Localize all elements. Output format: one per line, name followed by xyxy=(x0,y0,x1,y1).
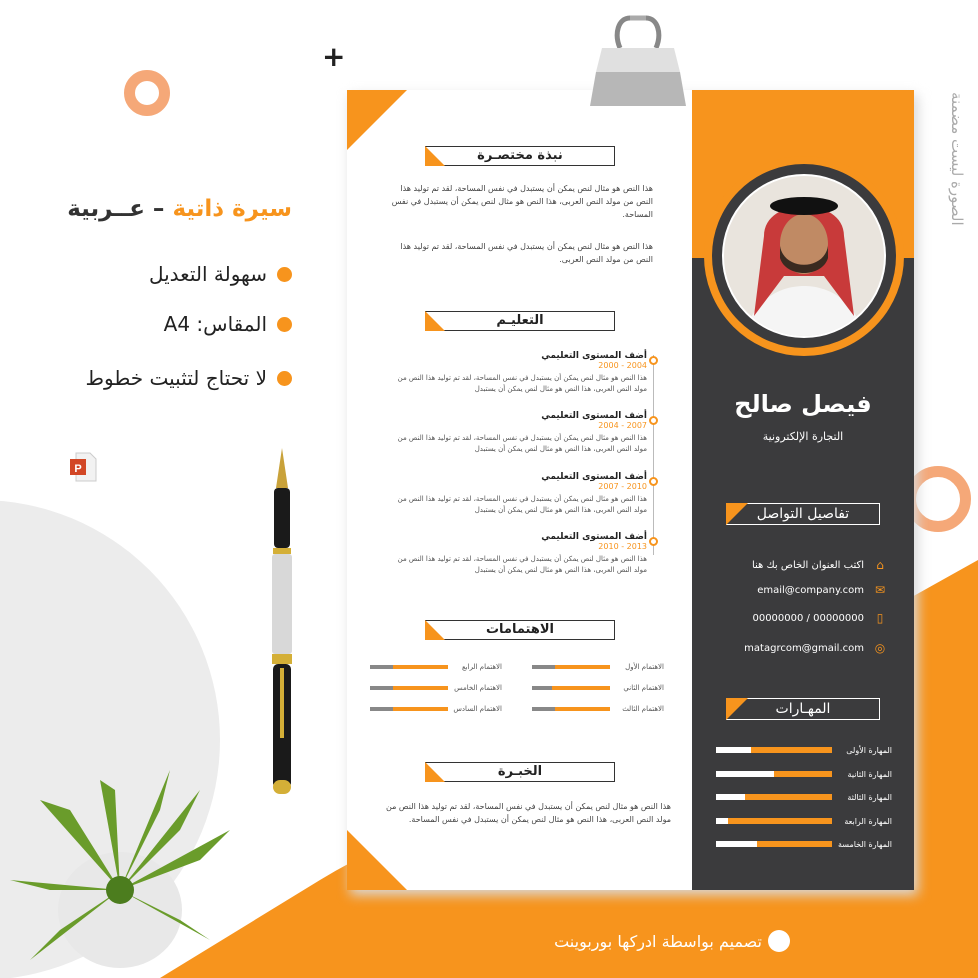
side-note: الصورة ليست مضمنة xyxy=(948,92,966,226)
timeline-line xyxy=(653,355,654,555)
feature-item: المقاس: A4 xyxy=(164,312,292,336)
experience-paragraph: هذا النص هو مثال لنص يمكن أن يستبدل في نفس المساحة، لقد تم توليد هذا النص من مولد النص العربى، هذا النص هو مثال لنص يمكن أن يستبدل في نفس المساحة. xyxy=(386,802,671,824)
skill-bar xyxy=(716,841,832,847)
person-name: فيصل صالح xyxy=(734,390,872,418)
decor-ring-top xyxy=(124,70,170,116)
profile-photo xyxy=(722,174,886,338)
about-paragraph: هذا النص هو مثال لنص يمكن أن يستبدل في نفس المساحة، لقد تم توليد هذا النص من مولد النص العربى. xyxy=(400,242,653,264)
interest-row: الاهتمام الثاني xyxy=(532,682,664,694)
bullet-dot xyxy=(277,267,292,282)
education-item: أضف المستوى التعليمي 2007 - 2004 هذا النص هو مثال لنص يمكن أن يستبدل في نفس المساحة، لقد تم توليد هذا النص من مولد النص العربى، هذا النص هو مثال لنص يمكن أن يستبدل xyxy=(397,411,647,453)
photo-ring xyxy=(704,156,904,356)
education-heading: التعليـم xyxy=(425,311,615,331)
interest-bar xyxy=(370,686,448,690)
contact-phone: 00000000 / 00000000 ▯ xyxy=(712,608,888,628)
corner-accent-bottom xyxy=(347,830,407,890)
interest-row: الاهتمام السادس xyxy=(370,703,502,715)
mail-icon: ✉ xyxy=(874,583,886,597)
skill-row: المهارة الأولى xyxy=(716,742,892,758)
interest-bar xyxy=(532,665,610,669)
interest-row: الاهتمام الثالث xyxy=(532,703,664,715)
interest-bar xyxy=(532,686,610,690)
skill-bar xyxy=(716,747,832,753)
skill-bar xyxy=(716,818,832,824)
job-title: التجارة الإلكترونية xyxy=(762,430,844,443)
education-item: أضف المستوى التعليمي 2010 - 2007 هذا النص هو مثال لنص يمكن أن يستبدل في نفس المساحة، لقد تم توليد هذا النص من مولد النص العربى، هذا النص هو مثال لنص يمكن أن يستبدل xyxy=(397,472,647,514)
skill-row: المهارة الثانية xyxy=(716,766,892,782)
contact-address: اكتب العنوان الخاص بك هنا ⌂ xyxy=(712,555,888,575)
plus-icon: + xyxy=(322,40,346,73)
skill-row: المهارة الثالثة xyxy=(716,789,892,805)
timeline-dot xyxy=(649,477,658,486)
timeline-dot xyxy=(649,537,658,546)
timeline-dot xyxy=(649,356,658,365)
skill-row: المهارة الخامسة xyxy=(716,836,892,852)
promo-title xyxy=(0,196,292,222)
experience-heading: الخبـرة xyxy=(425,762,615,782)
promo-title-block xyxy=(0,196,292,222)
corner-accent-top xyxy=(347,90,407,150)
home-icon: ⌂ xyxy=(876,558,884,572)
education-item: أضف المستوى التعليمي 2013 - 2010 هذا النص هو مثال لنص يمكن أن يستبدل في نفس المساحة، لقد تم توليد هذا النص من مولد النص العربى، هذا النص هو مثال لنص يمكن أن يستبدل xyxy=(397,532,647,574)
skill-bar xyxy=(716,794,832,800)
bullet-dot xyxy=(277,371,292,386)
interest-bar xyxy=(532,707,610,711)
about-heading: نبذة مختصـرة xyxy=(425,146,615,166)
plant-illustration xyxy=(0,770,240,978)
resume-sheet xyxy=(347,90,914,890)
skill-row: المهارة الرابعة xyxy=(716,813,892,829)
phone-icon: ▯ xyxy=(876,611,884,625)
feature-item: لا تحتاج لتثبيت خطوط xyxy=(86,366,292,390)
interest-bar xyxy=(370,707,448,711)
resume-sidebar xyxy=(692,90,914,890)
powerpoint-icon xyxy=(68,451,100,483)
interest-row: الاهتمام الأول xyxy=(532,661,664,673)
contact-email: email@company.com ✉ xyxy=(712,580,888,600)
feature-item: سهولة التعديل xyxy=(149,262,292,286)
contact-web: matagrcom@gmail.com ◎ xyxy=(712,638,888,658)
web-icon: ◎ xyxy=(874,641,886,655)
skills-heading: المهـارات xyxy=(726,698,880,720)
interest-row: الاهتمام الرابع xyxy=(370,661,502,673)
timeline-dot xyxy=(649,416,658,425)
about-paragraph: هذا النص هو مثال لنص يمكن أن يستبدل في نفس المساحة، لقد تم توليد هذا النص من مولد النص العربى، هذا النص هو مثال لنص يمكن أن يستبدل في نفس المساحة. xyxy=(391,184,653,219)
promo-title-highlight: سيرة ذاتية xyxy=(172,196,292,222)
footer-credit: تصميم بواسطة ادركها بوربوينت xyxy=(500,928,790,954)
interest-row: الاهتمام الخامس xyxy=(370,682,502,694)
interest-bar xyxy=(370,665,448,669)
bullet-dot xyxy=(277,317,292,332)
interests-heading: الاهتمامات xyxy=(425,620,615,640)
skill-bar xyxy=(716,771,832,777)
svg-text:P: P xyxy=(74,463,82,475)
binder-clip xyxy=(590,14,686,106)
promo-title-rest: – عــربية xyxy=(67,196,173,222)
contact-heading: تفاصيل التواصل xyxy=(726,503,880,525)
education-item: أضف المستوى التعليمي 2004 - 2000 هذا النص هو مثال لنص يمكن أن يستبدل في نفس المساحة، لقد تم توليد هذا النص من مولد النص العربى، هذا النص هو مثال لنص يمكن أن يستبدل xyxy=(397,351,647,393)
brand-logo-icon xyxy=(768,930,790,952)
pen-illustration xyxy=(266,448,298,808)
